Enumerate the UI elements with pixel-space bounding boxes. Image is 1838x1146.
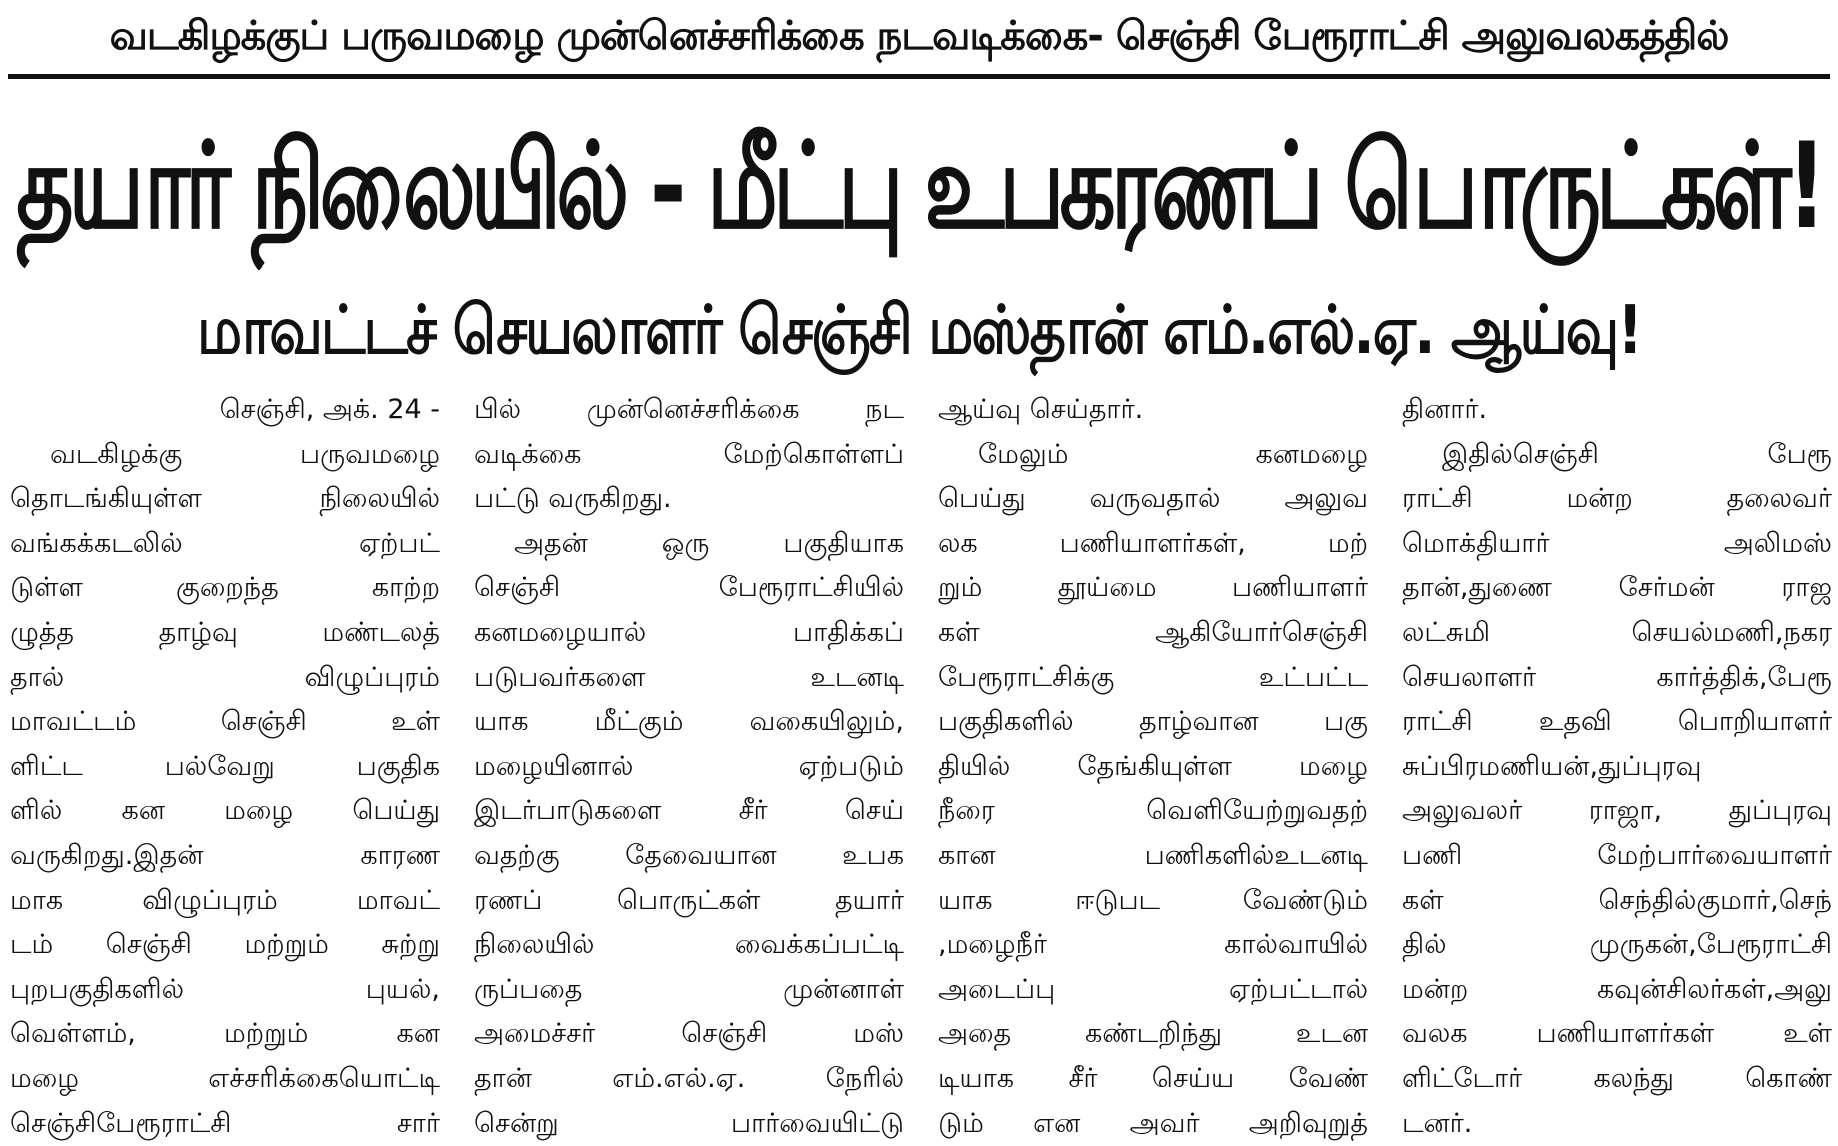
article-column-4 (1402, 388, 1832, 1110)
text-line: தான் எம்.எல்.ஏ. நேரில் (474, 1057, 904, 1102)
text-line: வருகிறது.இதன் காரண (10, 834, 440, 879)
text-line: தியில் தேங்கியுள்ள மழை (938, 745, 1368, 790)
text-line: டியாக சீர் செய்ய வேண் (938, 1057, 1368, 1102)
text-line: ளில் கன மழை பெய்து (10, 789, 440, 834)
text-line: மாக விழுப்புரம் மாவட் (10, 879, 440, 924)
text-line: கள் ஆகியோர்செஞ்சி (938, 611, 1368, 656)
text-line: பட்டு வருகிறது. (474, 477, 904, 522)
text-line: தினார். (1402, 388, 1832, 433)
kicker-headline: வடகிழக்குப் பருவமழை முன்னெச்சரிக்கை நடவடிக்கை- செஞ்சி பேரூராட்சி அலுவலகத்தில் (8, 4, 1830, 72)
text-line: அதை கண்டறிந்து உடன (938, 1012, 1368, 1057)
text-line: ஆய்வு செய்தார். (938, 388, 1368, 433)
text-line: வெள்ளம், மற்றும் கன (10, 1012, 440, 1057)
text-line: டனர். (1402, 1102, 1832, 1146)
text-line: வடகிழக்கு பருவமழை (10, 433, 440, 478)
text-line: மாவட்டம் செஞ்சி உள் (10, 700, 440, 745)
text-line: டும் என அவர் அறிவுறுத் (938, 1102, 1368, 1146)
text-line: தால் விழுப்புரம் (10, 656, 440, 701)
main-headline: தயார் நிலையில் - மீட்பு உபகரணப் பொருட்கள்! (8, 92, 1830, 295)
text-line: மழை எச்சரிக்கையொட்டி (10, 1057, 440, 1102)
article-column-1 (10, 388, 440, 1110)
text-line: பணி மேற்பார்வையாளர் (1402, 834, 1832, 879)
text-line: யாக ஈடுபட வேண்டும் (938, 879, 1368, 924)
text-line: அமைச்சர் செஞ்சி மஸ் (474, 1012, 904, 1057)
text-line: றும் தூய்மை பணியாளர் (938, 566, 1368, 611)
text-line: ளிட்டோர் கலந்து கொண் (1402, 1057, 1832, 1102)
text-line: அடைப்பு ஏற்பட்டால் (938, 968, 1368, 1013)
text-line: தான்,துணை சேர்மன் ராஜ (1402, 566, 1832, 611)
sub-headline: மாவட்டச் செயலாளர் செஞ்சி மஸ்தான் எம்.எல்.ஏ. ஆய்வு! (8, 283, 1830, 386)
text-line: டுள்ள குறைந்த காற்ற (10, 566, 440, 611)
text-line: ரணப் பொருட்கள் தயார் (474, 879, 904, 924)
text-line: வலக பணியாளர்கள் உள் (1402, 1012, 1832, 1057)
text-line: லக பணியாளர்கள், மற் (938, 522, 1368, 567)
text-line: மேலும் கனமழை (938, 433, 1368, 478)
text-line: அதன் ஒரு பகுதியாக (474, 522, 904, 567)
text-line: கள் செந்தில்குமார்,செந் (1402, 879, 1832, 924)
text-line: செஞ்சிபேரூராட்சி சார் (10, 1102, 440, 1146)
text-line: ருப்பதை முன்னாள் (474, 968, 904, 1013)
text-line: வடிக்கை மேற்கொள்ளப் (474, 433, 904, 478)
text-line: இடர்பாடுகளை சீர் செய் (474, 789, 904, 834)
text-line: நீரை வெளியேற்றுவதற் (938, 789, 1368, 834)
text-line: பெய்து வருவதால் அலுவ (938, 477, 1368, 522)
text-line: படுபவர்களை உடனடி (474, 656, 904, 701)
text-line: கனமழையால் பாதிக்கப் (474, 611, 904, 656)
text-line: லட்சுமி செயல்மணி,நகர (1402, 611, 1832, 656)
text-line: டம் செஞ்சி மற்றும் சுற்று (10, 923, 440, 968)
text-line: வங்கக்கடலில் ஏற்பட் (10, 522, 440, 567)
text-line: அலுவலர் ராஜா, துப்புரவு (1402, 789, 1832, 834)
dateline: செஞ்சி, அக். 24 - (10, 388, 440, 433)
article-column-2 (474, 388, 904, 1110)
text-line: ராட்சி உதவி பொறியாளர் (1402, 700, 1832, 745)
text-line: ளிட்ட பல்வேறு பகுதிக (10, 745, 440, 790)
text-line: வதற்கு தேவையான உபக (474, 834, 904, 879)
text-line: தொடங்கியுள்ள நிலையில் (10, 477, 440, 522)
text-line: செயலாளர் கார்த்திக்,பேரூ (1402, 656, 1832, 701)
text-line: பகுதிகளில் தாழ்வான பகு (938, 700, 1368, 745)
text-line: ராட்சி மன்ற தலைவர் (1402, 477, 1832, 522)
article-body (4, 388, 1834, 1110)
kicker-underline (8, 74, 1830, 79)
text-line: தில் முருகன்,பேரூராட்சி (1402, 923, 1832, 968)
text-line: பேரூராட்சிக்கு உட்பட்ட (938, 656, 1368, 701)
text-line: ,மழைநீர் கால்வாயில் (938, 923, 1368, 968)
text-line: நிலையில் வைக்கப்பட்டி (474, 923, 904, 968)
text-line: மழையினால் ஏற்படும் (474, 745, 904, 790)
text-line: யாக மீட்கும் வகையிலும், (474, 700, 904, 745)
text-line: மொக்தியார் அலிமஸ் (1402, 522, 1832, 567)
text-line: கான பணிகளில்உடனடி (938, 834, 1368, 879)
text-line: சுப்பிரமணியன்,துப்புரவு (1402, 745, 1832, 790)
text-line: இதில்செஞ்சி பேரூ (1402, 433, 1832, 478)
text-line: பில் முன்னெச்சரிக்கை நட (474, 388, 904, 433)
text-line: செஞ்சி பேரூராட்சியில் (474, 566, 904, 611)
text-line: புறபகுதிகளில் புயல், (10, 968, 440, 1013)
text-line: சென்று பார்வையிட்டு (474, 1102, 904, 1146)
text-line: மன்ற கவுன்சிலர்கள்,அலு (1402, 968, 1832, 1013)
text-line: ழுத்த தாழ்வு மண்டலத் (10, 611, 440, 656)
article-column-3 (938, 388, 1368, 1110)
